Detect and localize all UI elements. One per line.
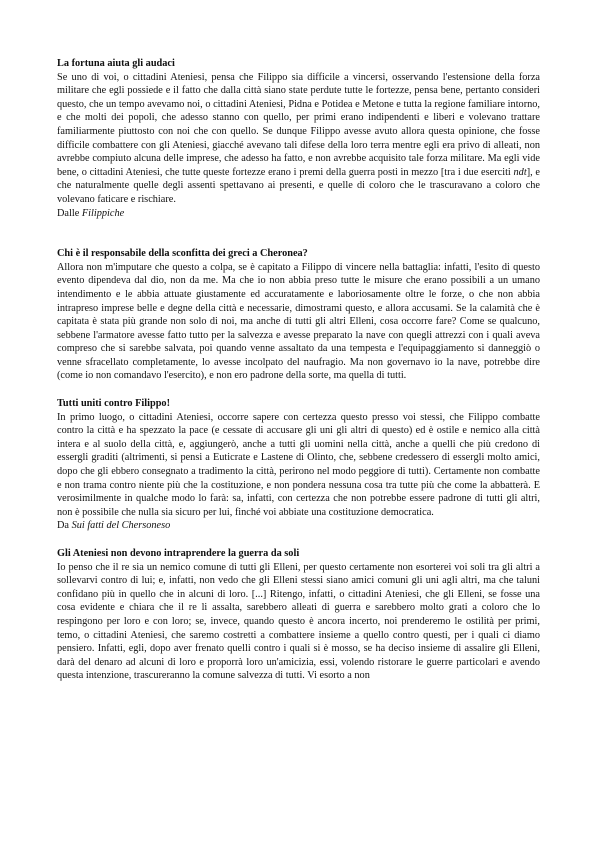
section-cheronea — [57, 247, 540, 383]
document-body — [57, 57, 540, 683]
section-paragraph: Allora non m'imputare che questo a colpa, se è capitato a Filippo di vincere nella battaglia: infatti, l'esito di questo evento dipendeva dal dio, non da me. Ma che io non abbia preso tutte le misure che erano possibili a un umano intendimento e le abbia attuate giustamente ed accuratamente e laboriosamente oltre le forze, o che non abbia intrapreso imprese belle e degne della città e necessarie, dimostrami questo, e allora accusami. Se la calamità che è capitata è stata più grande non solo di noi, ma anche di tutti gli altri Elleni, cosa occorre fare? Come se qualcuno, sebbene l'armatore avesse fatto tutto per la salvezza e avesse preparato la nave con quegli attrezzi con i quali aveva compreso che si sarebbe salvata, poi quando venne assaltato da una tempesta e l'equipaggiamento si danneggiò o venne sfracellato completamente, lo avesse incolpato del naufragio. Ma non governavo io la nave, potrebbe dire (come io non comandavo l'esercito), e non ero padrone della sorte, ma quella di tutti. — [57, 261, 540, 382]
section-ateniesi — [57, 547, 540, 683]
paragraph-text: Se uno di voi, o cittadini Ateniesi, pensa che Filippo sia difficile a vincersi, osservando l'estensione della forza militare che egli possiede e il fatto che dalla città siano state perdute tutte le fortezze, pensa bene, pertanto consideri questo, che un tempo avevamo noi, o cittadini Ateniesi, Pidna e Potidea e Metone e tutta la regione familiare intorno, e che molti dei popoli, che adesso stanno con quello, per primi erano indipendenti e liberi e volevano trattare familiarmente piuttosto con noi che con quello. Se dunque Filippo avesse avuto allora questa opinione, che fosse difficile combattere con gli Ateniesi, giacché avevano tali difese della loro terra mentre egli era privo di alleati, non avrebbe compiuto alcuna delle imprese, che adesso ha fatto, e non avrebbe acquisito tale forza militare. Ma egli vide bene, o cittadini Ateniesi, che tutte queste fortezze erano i premi della guerra posti in mezzo [tra i due eserciti — [57, 71, 540, 178]
source-prefix: Da — [57, 520, 72, 532]
section-paragraph — [57, 71, 540, 207]
paragraph-emphasis: ndt — [513, 166, 527, 178]
source-line — [57, 519, 540, 533]
section-title: Chi è il responsabile della sconfitta dei greci a Cheronea? — [57, 248, 308, 260]
source-title: Sui fatti del Chersoneso — [71, 520, 171, 532]
section-title: La fortuna aiuta gli audaci — [57, 58, 175, 69]
section-paragraph: Io penso che il re sia un nemico comune di tutti gli Elleni, per questo certamente non esorterei voi soli tra gli altri a sollevarvi contro di lui; e, infatti, non vedo che gli Elleni stessi siano amici comuni gli uni agli altri, ma che taluni confidano più in quello che in alcuni di loro. [...] Ritengo, infatti, o cittadini Ateniesi, che gli Elleni, se fosse una cosa evidente e chiara che il re li assalta, sarebbero alleati di guerra e sarebbero molto grati a coloro che lo respingono per loro e con loro; se, invece, quando questo è ancora incerto, noi prenderemo le ostilità per primi, temo, o cittadini Ateniesi, che saremo costretti a combattere insieme a quello contro questi, per i quali ci diamo pensiero. Infatti, egli, dopo aver frenato quelli contro i quali si è mosso, se ha deciso insieme di assalire gli Elleni, darà del denaro ad alcuni di loro e proporrà loro un'amicizia, essi, volendo ristorare le guerre particolari e avendo questa intenzione, trascureranno la comune salvezza di tutti. Vi esorto a non — [57, 561, 540, 682]
paragraph-text: ], e che naturalmente quelle degli assenti spettavano ai presenti, e quelle di coloro che le trascuravano a coloro che volevano faticare e rischiare. — [57, 166, 540, 205]
source-title: Filippiche — [81, 207, 125, 219]
section-paragraph: In primo luogo, o cittadini Ateniesi, occorre sapere con certezza questo presso voi stessi, che Filippo combatte contro la città e ha spezzato la pace (e cessate di accusare gli uni gli altri di questo) ed è ostile e nemico alla città intera e al suolo della città, e, aggiungerò, anche a tutti gli uomini nella città, anche a quelli che più credono di essergli graditi (altrimenti, si pensi a Euticrate e Lastene di Olinto, che, sebbene credessero di essergli molto amici, dopo che gli ebbero consegnato a tradimento la città, perirono nel modo peggiore di tutti). Certamente non combatte e non trama contro niente più che la costituzione, e non pondera nessuna cosa tra tutte più che come la abbatterà. E verosimilmente in qualche modo lo farà: sa, infatti, con certezza che non potrebbe essere padrone di tutti gli altri, non è possibile che nulla sia sicuro per lui, finché voi abbiate una costituzione democratica. — [57, 411, 540, 518]
section-uniti — [57, 397, 540, 533]
source-line — [57, 207, 540, 221]
section-title: Gli Ateniesi non devono intraprendere la guerra da soli — [57, 548, 300, 559]
source-prefix: Dalle — [57, 207, 82, 219]
section-title: Tutti uniti contro Filippo! — [57, 398, 171, 410]
section-fortuna — [57, 57, 540, 220]
